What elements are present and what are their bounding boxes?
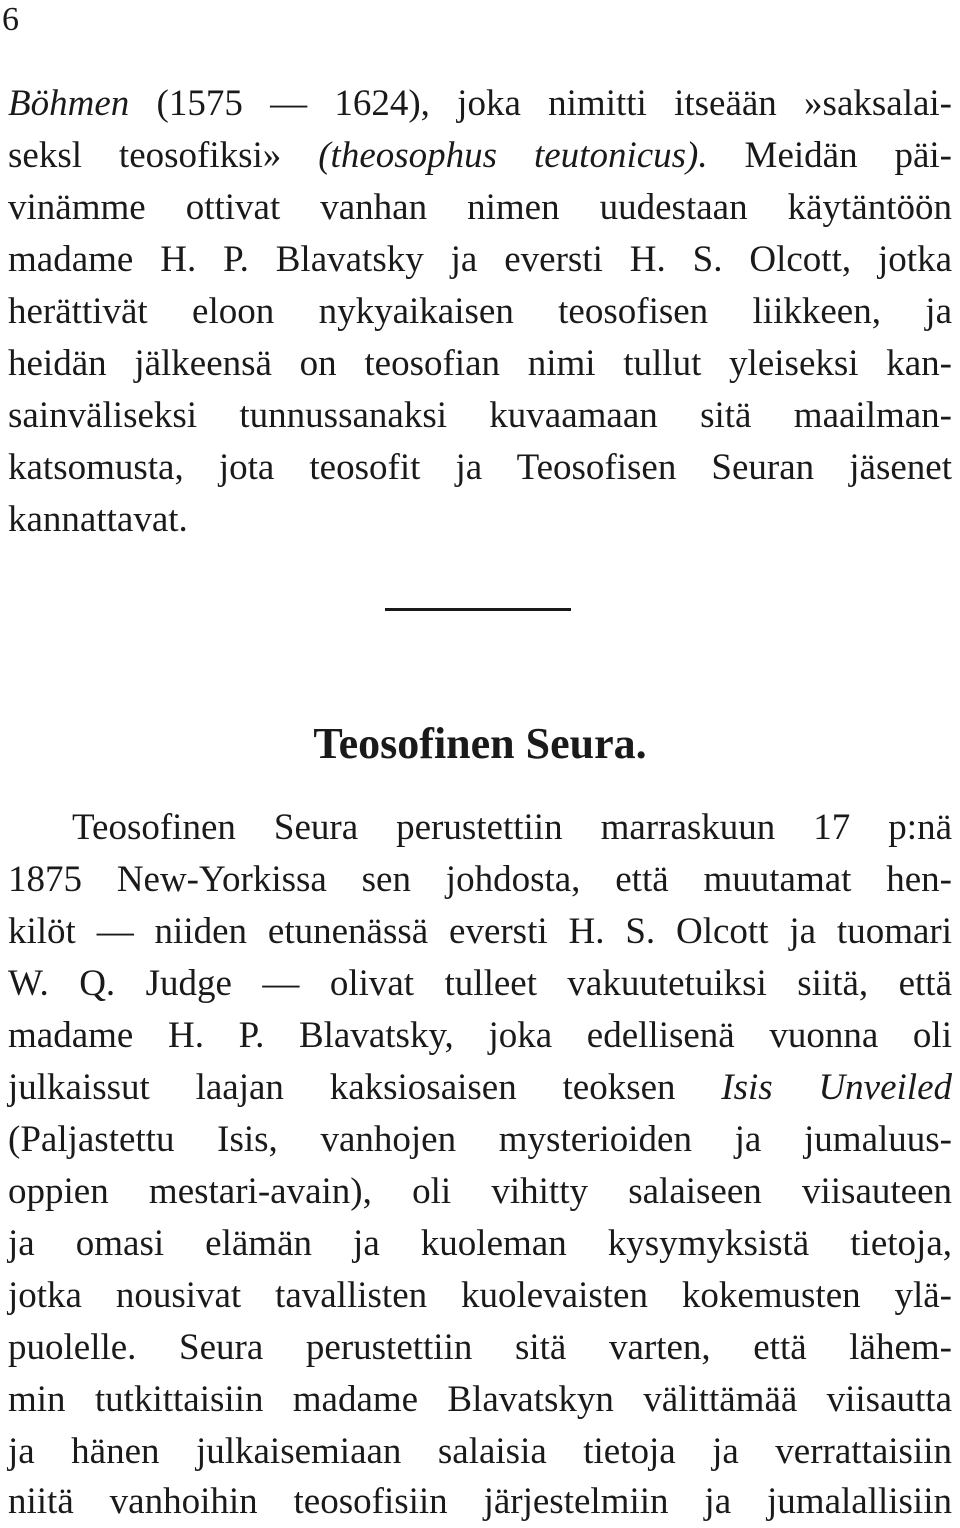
text-line: kannattavat. bbox=[8, 499, 188, 540]
text-line: madame H. P. Blavatsky ja eversti H. S. Olcott, jotka bbox=[8, 239, 952, 280]
text-line: 1875 New-Yorkissa sen johdosta, että muutamat hen- bbox=[8, 859, 952, 900]
text-line: vinämme ottivat vanhan nimen uudestaan käytäntöön bbox=[8, 187, 952, 228]
text-line: niitä vanhoihin teosofisiin järjestelmiin ja jumalallisiin bbox=[8, 1481, 952, 1522]
text-line: julkaissut laajan kaksiosaisen teoksen Isis Unveiled bbox=[8, 1067, 952, 1108]
text-line: puolelle. Seura perustettiin sitä varten, että lähem- bbox=[8, 1327, 952, 1368]
text-line: W. Q. Judge — olivat tulleet vakuutetuiksi siitä, että bbox=[8, 963, 952, 1004]
text-line: kilöt — niiden etunenässä eversti H. S. Olcott ja tuomari bbox=[8, 911, 952, 952]
text-line: sainväliseksi tunnussanaksi kuvaamaan sitä maailman- bbox=[8, 395, 952, 436]
text-line: Teosofinen Seura perustettiin marraskuun 17 p:nä bbox=[72, 807, 952, 848]
text-line: ja omasi elämän ja kuoleman kysymyksistä tietoja, bbox=[8, 1223, 952, 1264]
section-heading: Teosofinen Seura. bbox=[313, 719, 647, 768]
text-line: min tutkittaisiin madame Blavatskyn välittämää viisautta bbox=[8, 1379, 952, 1420]
text-line: madame H. P. Blavatsky, joka edellisenä vuonna oli bbox=[8, 1015, 952, 1056]
text-line: oppien mestari-avain), oli vihitty salaiseen viisauteen bbox=[8, 1171, 952, 1212]
section-divider bbox=[385, 608, 571, 611]
text-line: seksl teosofiksi» (theosophus teutonicus). Meidän päi- bbox=[8, 135, 953, 176]
text-line: katsomusta, jota teosofit ja Teosofisen Seuran jäsenet bbox=[8, 447, 952, 488]
text-line: herättivät eloon nykyaikaisen teosofisen liikkeen, ja bbox=[8, 291, 952, 332]
text-line: jotka nousivat tavallisten kuolevaisten kokemusten ylä- bbox=[8, 1275, 952, 1316]
text-line: ja hänen julkaisemiaan salaisia tietoja ja verrattaisiin bbox=[8, 1431, 952, 1472]
page-number: 6 bbox=[2, 1, 19, 38]
text-line: heidän jälkeensä on teosofian nimi tullut yleiseksi kan- bbox=[8, 343, 952, 384]
text-line: (Paljastettu Isis, vanhojen mysterioiden ja jumaluus- bbox=[8, 1119, 952, 1160]
text-line: Böhmen (1575 — 1624), joka nimitti itseään »saksalai- bbox=[8, 83, 952, 124]
